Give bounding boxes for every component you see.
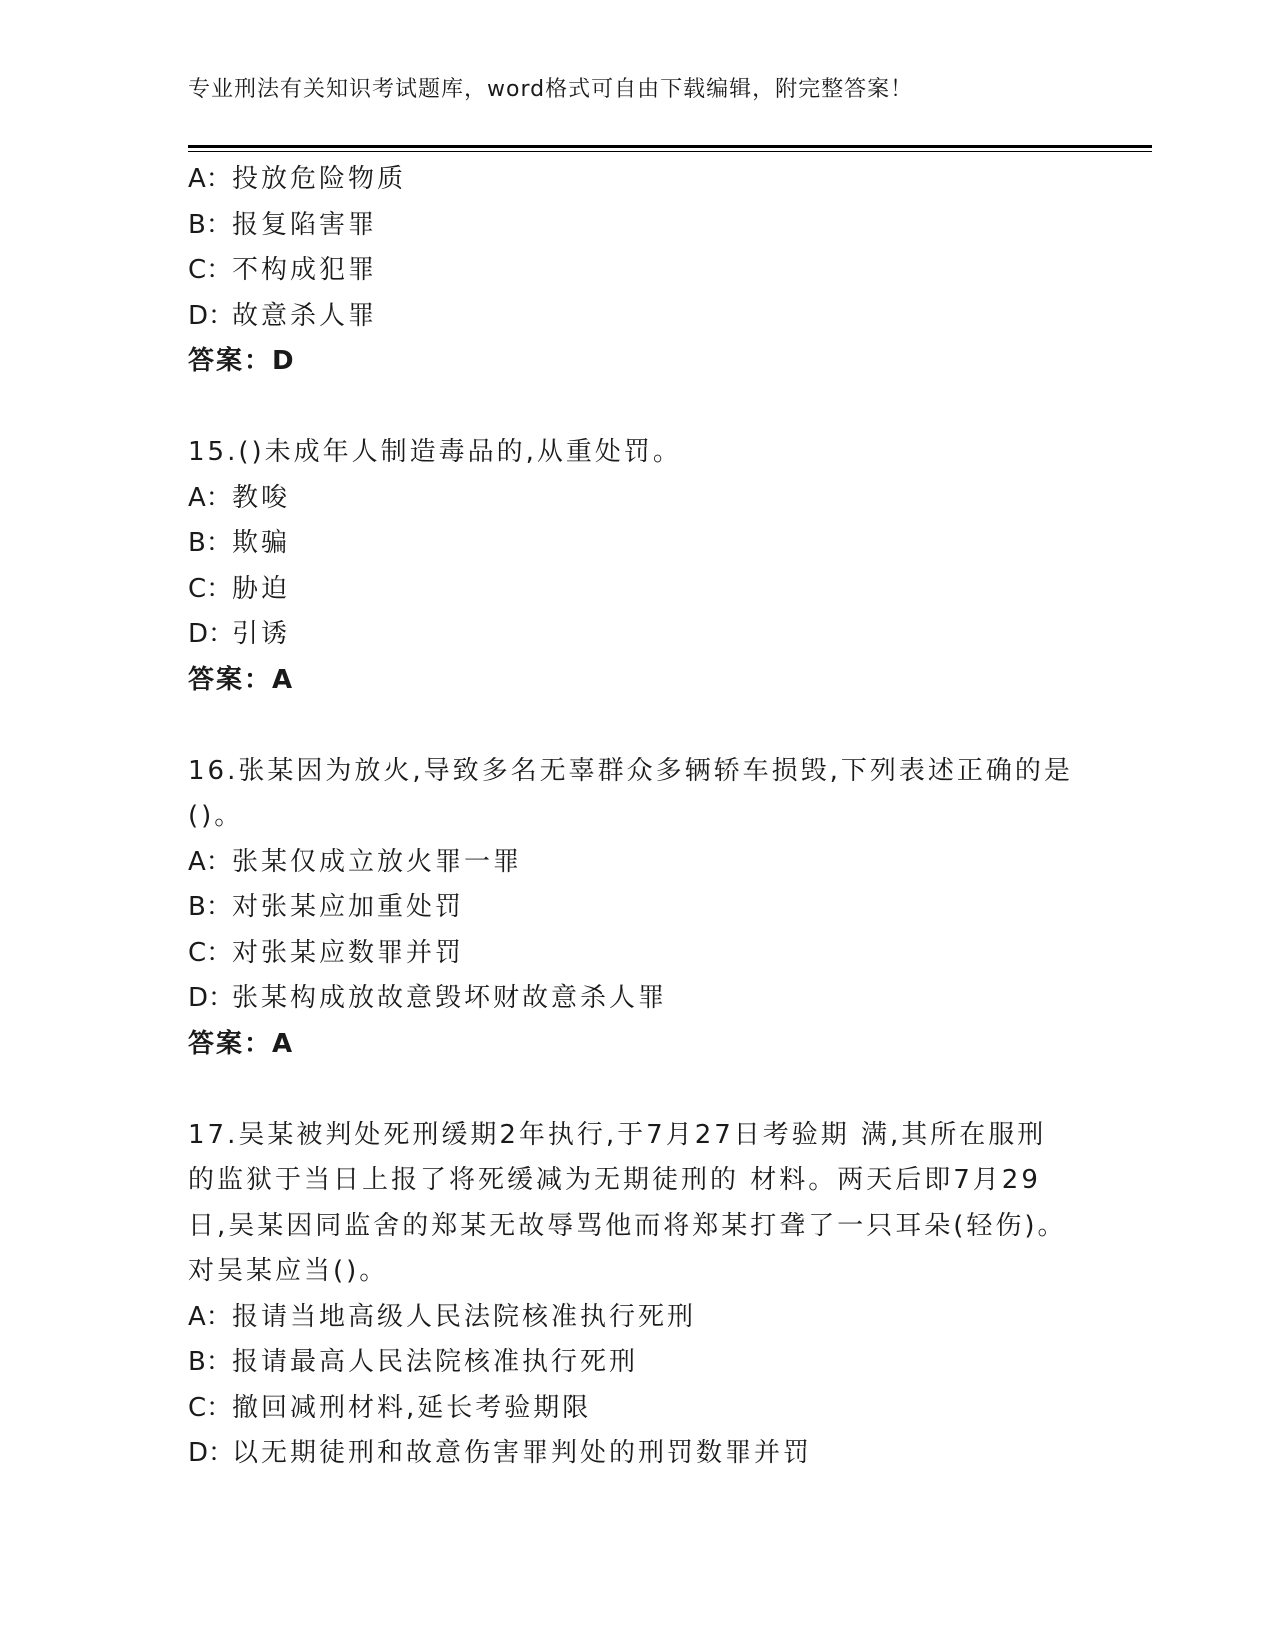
question-15 bbox=[188, 430, 1088, 703]
spacer bbox=[188, 703, 1088, 749]
option-text: 对张某应数罪并罚 bbox=[232, 937, 465, 968]
option-label: D： bbox=[188, 983, 235, 1013]
option-label: B： bbox=[188, 1347, 232, 1377]
question-17 bbox=[188, 1113, 1088, 1477]
answer-line: 答案：D bbox=[188, 346, 296, 376]
question-stem-cont: ()。 bbox=[188, 801, 244, 831]
option-c bbox=[188, 248, 1088, 294]
option-text: 教唆 bbox=[232, 482, 291, 513]
option-text: 张某构成放故意毁坏财故意杀人罪 bbox=[232, 983, 668, 1013]
option-text: 投放危险物质 bbox=[232, 164, 407, 194]
question-stem-cont: 日,吴某因同监舍的郑某无故辱骂他而将郑某打聋了一只耳朵(轻伤)。 bbox=[188, 1210, 1067, 1241]
question-list bbox=[188, 157, 1088, 1477]
option-text: 报复陷害罪 bbox=[232, 209, 378, 240]
option-d bbox=[188, 612, 1088, 658]
option-text: 引诱 bbox=[232, 619, 291, 649]
option-b bbox=[188, 1340, 1088, 1386]
option-label: C： bbox=[188, 1392, 233, 1423]
option-label: C： bbox=[188, 937, 233, 968]
option-a bbox=[188, 157, 1088, 203]
option-text: 报请最高人民法院核准执行死刑 bbox=[232, 1347, 639, 1377]
option-a bbox=[188, 1295, 1088, 1341]
option-label: B： bbox=[188, 528, 232, 558]
option-d bbox=[188, 1431, 1088, 1477]
spacer bbox=[188, 385, 1088, 431]
question-14 bbox=[188, 157, 1088, 385]
option-text: 故意杀人罪 bbox=[232, 300, 378, 331]
option-text: 胁迫 bbox=[232, 573, 291, 604]
option-text: 欺骗 bbox=[232, 528, 291, 558]
answer-line: 答案：A bbox=[188, 664, 295, 695]
option-b bbox=[188, 203, 1088, 249]
option-c bbox=[188, 1386, 1088, 1432]
option-text: 不构成犯罪 bbox=[232, 255, 378, 285]
option-label: D： bbox=[188, 300, 235, 331]
page-header-text: 专业刑法有关知识考试题库，word格式可自由下载编辑，附完整答案！ bbox=[188, 77, 914, 102]
option-label: B： bbox=[188, 892, 232, 922]
option-d bbox=[188, 976, 1088, 1022]
question-stem: 17.吴某被判处死刑缓期2年执行,于7月27日考验期 满,其所在服刑 bbox=[188, 1119, 1047, 1150]
question-stem-cont: 的监狱于当日上报了将死缓减为无期徒刑的 材料。两天后即7月29 bbox=[188, 1165, 1041, 1195]
header-divider-thick bbox=[188, 145, 1152, 148]
option-text: 撤回减刑材料,延长考验期限 bbox=[232, 1392, 592, 1423]
option-c bbox=[188, 931, 1088, 977]
option-a bbox=[188, 476, 1088, 522]
option-label: D： bbox=[188, 619, 235, 649]
option-label: A： bbox=[188, 482, 232, 513]
answer-line: 答案：A bbox=[188, 1028, 295, 1059]
header-divider-thin bbox=[188, 151, 1152, 152]
option-label: C： bbox=[188, 255, 233, 285]
option-label: C： bbox=[188, 573, 233, 604]
question-stem: 16.张某因为放火,导致多名无辜群众多辆轿车损毁,下列表述正确的是 bbox=[188, 755, 1073, 786]
question-stem-cont: 对吴某应当()。 bbox=[188, 1256, 389, 1286]
option-text: 以无期徒刑和故意伤害罪判处的刑罚数罪并罚 bbox=[232, 1438, 813, 1468]
option-text: 对张某应加重处罚 bbox=[232, 892, 465, 922]
option-c bbox=[188, 567, 1088, 613]
question-16 bbox=[188, 749, 1088, 1068]
option-label: A： bbox=[188, 164, 232, 194]
option-label: B： bbox=[188, 209, 232, 240]
option-d bbox=[188, 294, 1088, 340]
option-text: 报请当地高级人民法院核准执行死刑 bbox=[232, 1301, 697, 1332]
option-text: 张某仅成立放火罪一罪 bbox=[232, 846, 523, 877]
option-b bbox=[188, 885, 1088, 931]
option-b bbox=[188, 521, 1088, 567]
option-label: A： bbox=[188, 1301, 232, 1332]
option-a bbox=[188, 840, 1088, 886]
option-label: D： bbox=[188, 1438, 235, 1468]
question-stem: 15.()未成年人制造毒品的,从重处罚。 bbox=[188, 437, 682, 467]
spacer bbox=[188, 1067, 1088, 1113]
option-label: A： bbox=[188, 846, 232, 877]
